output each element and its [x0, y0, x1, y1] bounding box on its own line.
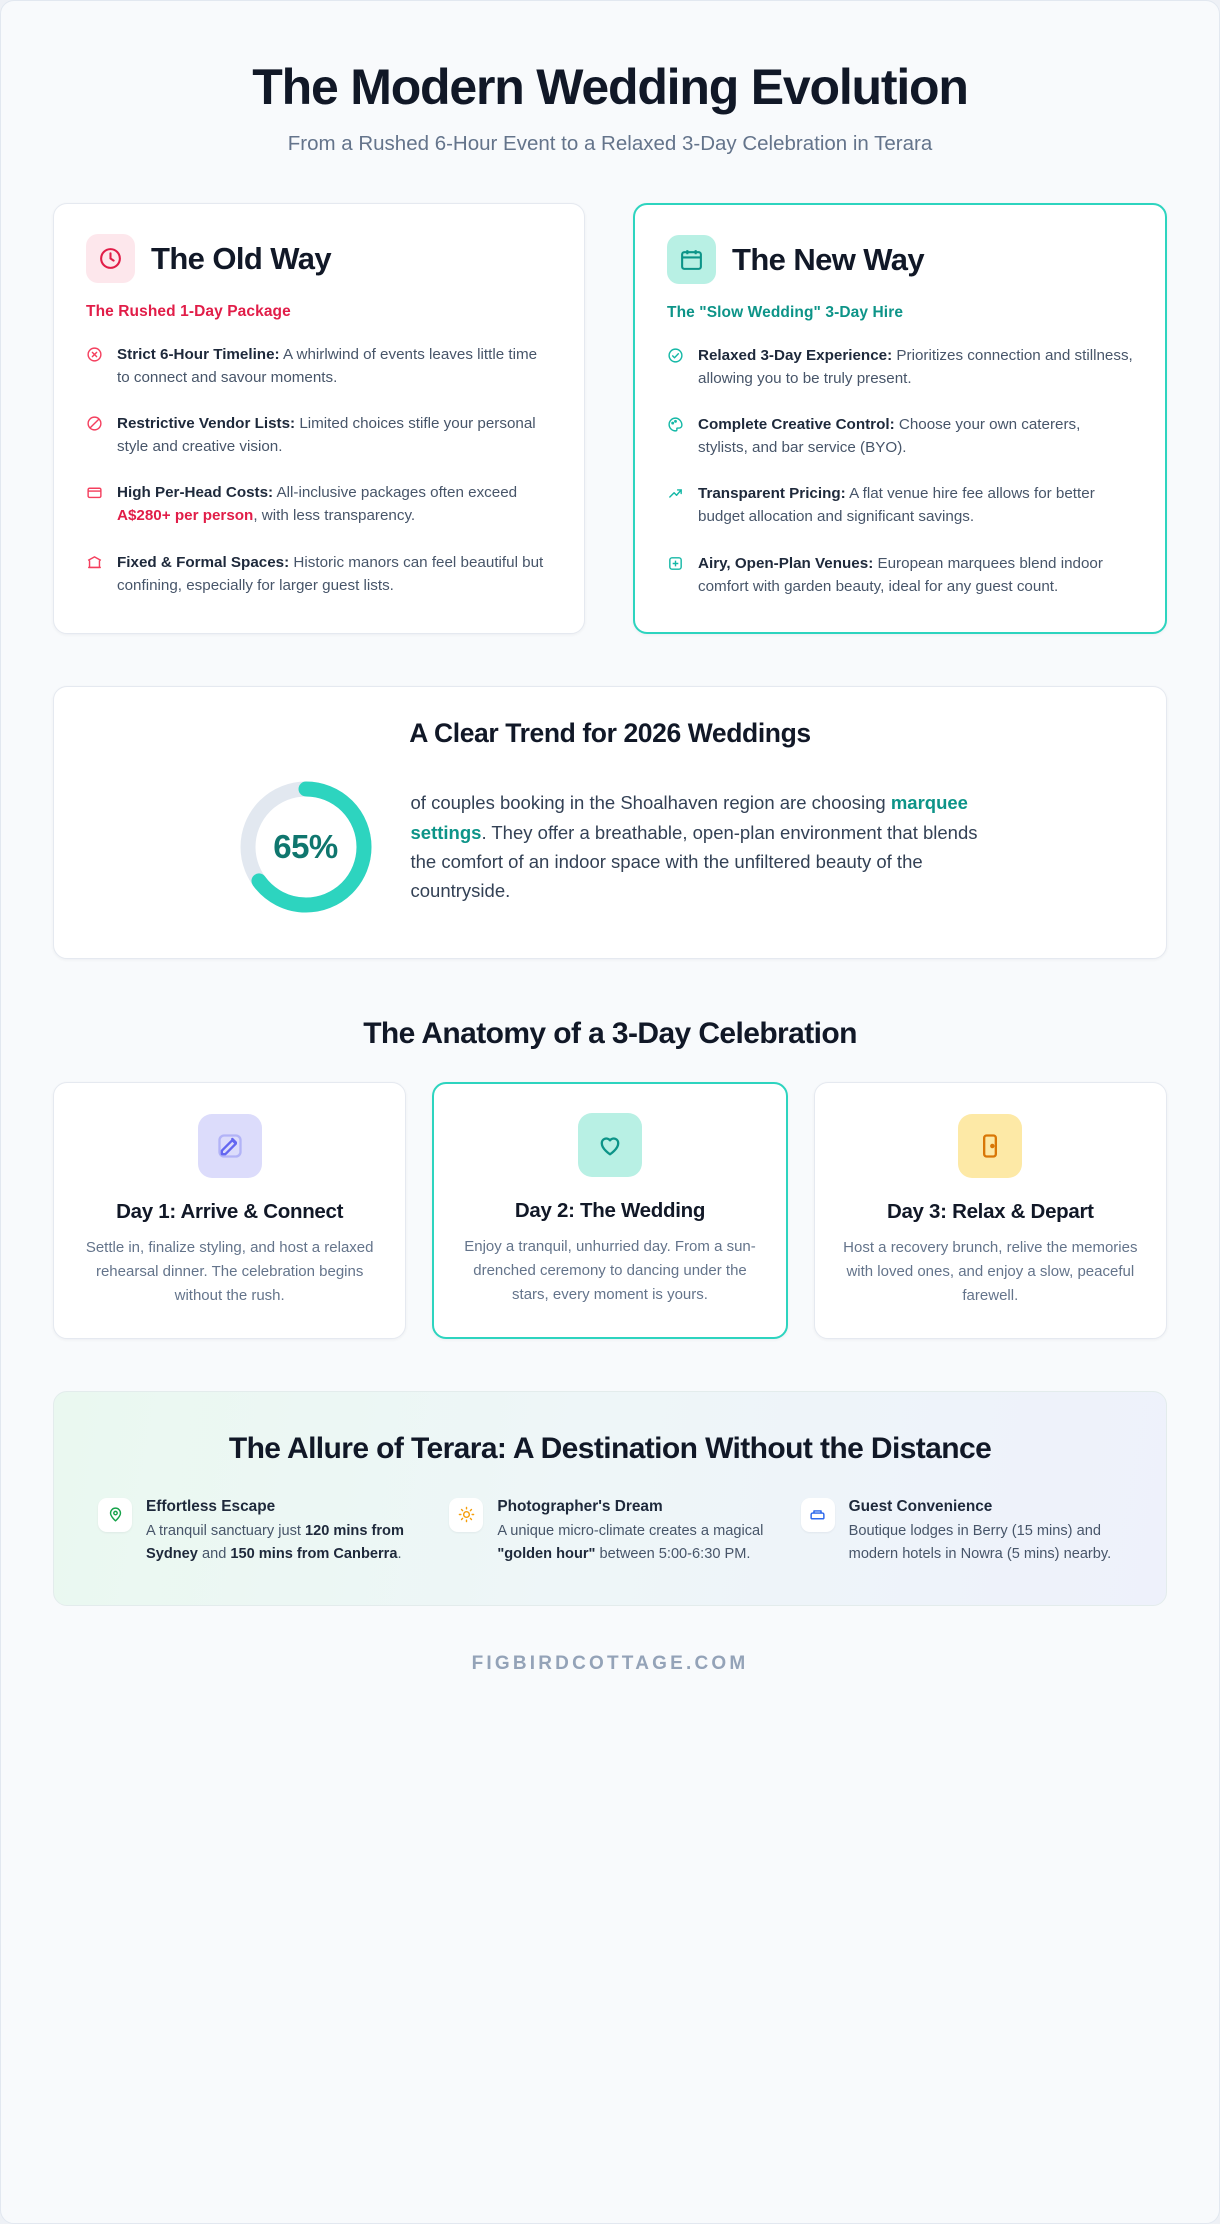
clock-icon [86, 234, 135, 283]
list-item-text: Relaxed 3-Day Experience: Prioritizes connection and stillness, allowing you to be truly present. [698, 347, 1133, 388]
day-text: Host a recovery brunch, relive the memories with loved ones, and enjoy a slow, peaceful farewell. [843, 1238, 1138, 1304]
list-item [86, 551, 552, 597]
new-way-kicker: The "Slow Wedding" 3-Day Hire [667, 304, 904, 321]
list-item-text: Complete Creative Control: Choose your own caterers, stylists, and bar service (BYO). [698, 416, 1081, 457]
list-item [86, 412, 552, 458]
allure-item-guest [801, 1498, 1122, 1565]
check-circle-icon [667, 347, 684, 364]
list-item [86, 481, 552, 527]
list-item [667, 482, 1133, 528]
list-item-text: Airy, Open-Plan Venues: European marquees blend indoor comfort with garden beauty, ideal for any guest count. [698, 554, 1103, 595]
trend-copy [411, 788, 986, 905]
allure-item-title: Effortless Escape [146, 1497, 276, 1515]
bank-icon [86, 554, 103, 571]
allure-grid [98, 1498, 1122, 1565]
old-way-kicker: The Rushed 1-Day Package [86, 303, 291, 320]
anatomy-title: The Anatomy of a 3-Day Celebration [363, 1016, 857, 1050]
trend-copy-part1: of couples booking in the Shoalhaven region are choosing [410, 792, 891, 814]
day-title: Day 2: The Wedding [514, 1198, 706, 1222]
tent-icon [667, 555, 684, 572]
allure-item-title: Guest Convenience [848, 1497, 993, 1515]
page-subtitle: From a Rushed 6-Hour Event to a Relaxed 3-Day Celebration in Terara [287, 132, 933, 155]
new-way-header [667, 235, 1133, 284]
day-card-3 [814, 1082, 1167, 1339]
list-item-text: Fixed & Formal Spaces: Historic manors can feel beautiful but confining, especially for larger guest lists. [117, 553, 544, 594]
calendar-icon [667, 235, 716, 284]
day-card-1 [53, 1082, 406, 1339]
day-card-2 [432, 1082, 787, 1339]
door-icon [958, 1114, 1022, 1178]
list-item-text: High Per-Head Costs: All-inclusive packages often exceed A$280+ per person, with less transparency. [117, 484, 518, 525]
new-way-card [633, 203, 1167, 634]
day-title: Day 1: Arrive & Connect [116, 1199, 344, 1223]
day-text: Enjoy a tranquil, unhurried day. From a sun-drenched ceremony to dancing under the stars, every moment is yours. [464, 1237, 756, 1303]
anatomy-days [53, 1082, 1167, 1339]
new-way-list [667, 344, 1133, 598]
trend-copy-highlight: marquee settings [410, 792, 968, 843]
x-circle-icon [86, 346, 103, 363]
allure-title: The Allure of Terara: A Destination Without the Distance [228, 1431, 992, 1465]
allure-item-text: A tranquil sanctuary just 120 mins from Sydney and 150 mins from Canberra. [146, 1522, 404, 1562]
allure-item-photography [449, 1498, 770, 1565]
pencil-square-icon [198, 1114, 262, 1178]
sun-icon [449, 1498, 483, 1532]
list-item-text: Restrictive Vendor Lists: Limited choices stifle your personal style and creative vision. [117, 415, 536, 456]
list-item [86, 343, 552, 389]
trend-stat-panel [53, 686, 1167, 959]
trend-title: A Clear Trend for 2026 Weddings [409, 717, 811, 748]
allure-item-text: A unique micro-climate creates a magical "golden hour" between 5:00-6:30 PM. [497, 1522, 764, 1562]
trend-copy-part2: . They offer a breathable, open-plan environment that blends the comfort of an indoor space with the unfiltered beauty of the countryside. [410, 821, 978, 901]
allure-item-escape [98, 1498, 419, 1565]
donut-value: 65% [273, 827, 338, 865]
palette-icon [667, 416, 684, 433]
list-item [667, 413, 1133, 459]
bed-icon [801, 1498, 835, 1532]
page-title: The Modern Wedding Evolution [252, 59, 968, 115]
new-way-heading: The New Way [732, 241, 925, 277]
day-text: Settle in, finalize styling, and host a relaxed rehearsal dinner. The celebration begins without the rush. [85, 1238, 374, 1304]
trend-up-icon [667, 485, 684, 502]
list-item [667, 344, 1133, 390]
ban-icon [86, 415, 103, 432]
heart-icon [578, 1113, 642, 1177]
donut-chart [235, 776, 377, 918]
wallet-icon [86, 484, 103, 501]
old-way-header [86, 234, 552, 283]
allure-item-title: Photographer's Dream [497, 1497, 663, 1515]
list-item-text: Strict 6-Hour Timeline: A whirlwind of events leaves little time to connect and savour moments. [117, 346, 538, 387]
allure-item-text: Boutique lodges in Berry (15 mins) and modern hotels in Nowra (5 mins) nearby. [848, 1522, 1112, 1562]
list-item-text: Transparent Pricing: A flat venue hire fee allows for better budget allocation and significant savings. [698, 485, 1095, 526]
day-title: Day 3: Relax & Depart [886, 1199, 1094, 1223]
comparison-section [53, 203, 1167, 634]
old-way-card [53, 203, 585, 634]
footer-brand: FIGBIRDCOTTAGE.COM [471, 1653, 749, 1675]
old-way-list [86, 343, 552, 597]
trend-body [94, 776, 1126, 918]
map-pin-icon [98, 1498, 132, 1532]
list-item [667, 552, 1133, 598]
old-way-heading: The Old Way [151, 240, 331, 276]
hero-header [53, 59, 1167, 156]
allure-section [53, 1391, 1167, 1606]
